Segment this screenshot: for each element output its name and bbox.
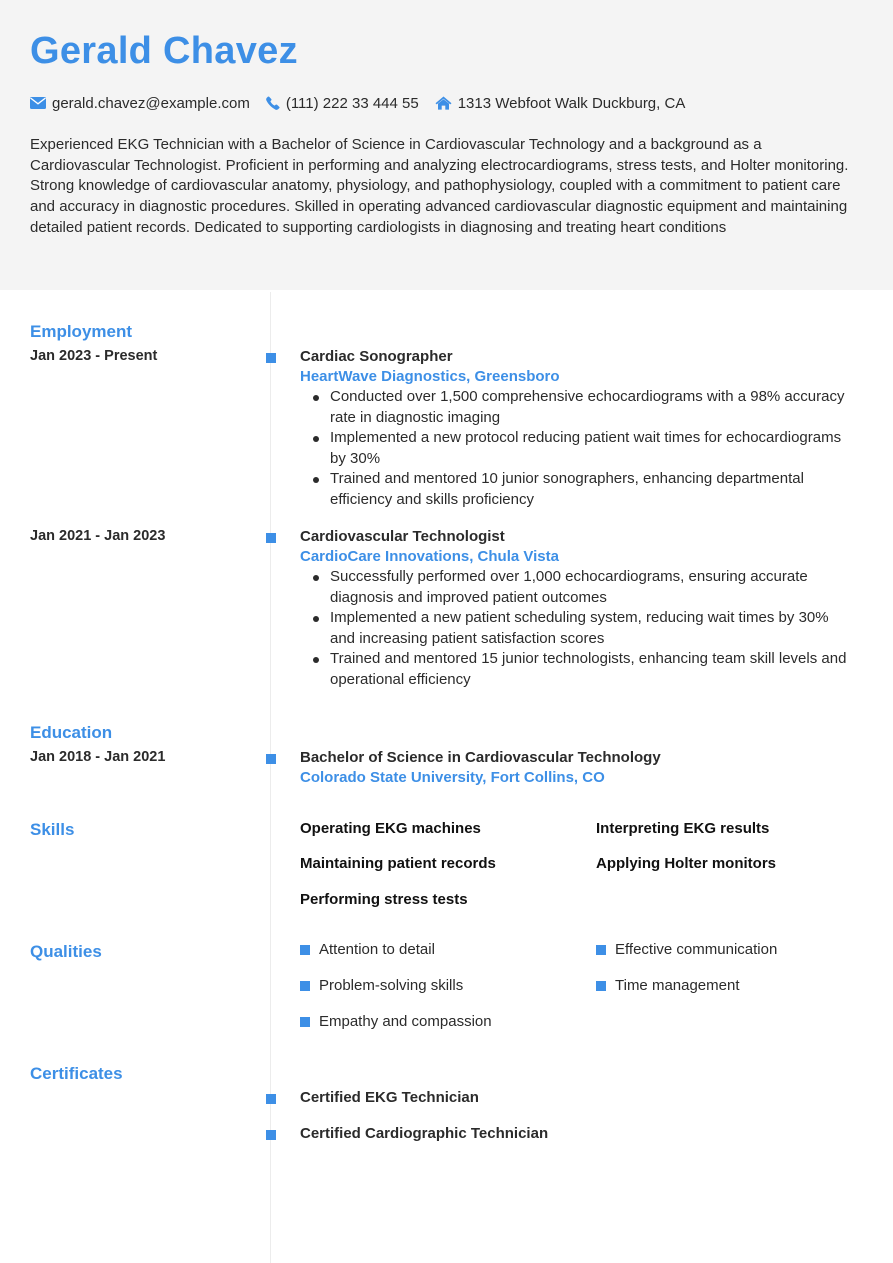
skill-item: Operating EKG machines [300, 820, 481, 837]
achievement-item: Conducted over 1,500 comprehensive echocardiograms with a 98% accuracy rate in diagnostic imaging [300, 387, 850, 428]
job-dates: Jan 2023 - Present [30, 348, 158, 364]
job-title: Cardiovascular Technologist [300, 528, 505, 545]
resume-header [0, 0, 893, 290]
quality-label: Problem-solving skills [319, 977, 464, 994]
achievement-item: Trained and mentored 10 junior sonographers, enhancing departmental efficiency and skills proficiency [300, 469, 850, 510]
bullet-square-icon [300, 1017, 310, 1027]
email-text: gerald.chavez@example.com [52, 94, 250, 112]
bullet-square-icon [300, 945, 310, 955]
address-contact [435, 95, 686, 112]
professional-summary: Experienced EKG Technician with a Bachelor of Science in Cardiovascular Technology and a background as a Cardiovascular Technologist. Proficient in performing and analyzing electrocardiograms, stress tests, and Holter monitoring. Strong knowledge of cardiovascular anatomy, physiology, and pathophysiology, coupled with a commitment to patient care and accuracy in diagnostic procedures. Skilled in operating advanced cardiovascular diagnostic equipment and maintaining detailed patient records. Dedicated to supporting cardiologists in diagnosing and treating heart conditions [30, 136, 849, 236]
certificates-section-title: Certificates [30, 1064, 123, 1083]
quality-item [300, 1013, 492, 1030]
envelope-icon [30, 97, 46, 109]
job-achievements [300, 387, 850, 511]
certificate-item: Certified Cardiographic Technician [300, 1125, 549, 1142]
quality-label: Empathy and compassion [319, 1013, 492, 1030]
timeline-marker [266, 1094, 276, 1104]
job-company: HeartWave Diagnostics, Greensboro [300, 368, 560, 385]
school-name: Colorado State University, Fort Collins, CO [300, 769, 605, 786]
achievement-item: Implemented a new patient scheduling system, reducing wait times by 30% and increasing patient satisfaction scores [300, 608, 850, 649]
job-title: Cardiac Sonographer [300, 348, 453, 365]
skills-section-title: Skills [30, 820, 75, 839]
bullet-square-icon [596, 945, 606, 955]
email-contact[interactable] [30, 95, 250, 112]
quality-item [596, 977, 740, 994]
quality-label: Attention to detail [319, 941, 435, 958]
quality-item [300, 977, 463, 994]
employment-section-title: Employment [30, 322, 133, 341]
skill-item: Performing stress tests [300, 891, 468, 908]
achievement-item: Trained and mentored 15 junior technologists, enhancing team skill levels and operational efficiency [300, 649, 850, 690]
education-dates: Jan 2018 - Jan 2021 [30, 749, 166, 765]
job-dates: Jan 2021 - Jan 2023 [30, 528, 166, 544]
quality-label: Effective communication [615, 941, 778, 958]
bullet-square-icon [596, 981, 606, 991]
phone-contact[interactable] [266, 95, 419, 112]
timeline-divider [270, 292, 271, 1263]
job-company: CardioCare Innovations, Chula Vista [300, 548, 559, 565]
timeline-marker [266, 533, 276, 543]
timeline-marker [266, 1130, 276, 1140]
bullet-square-icon [300, 981, 310, 991]
achievement-item: Successfully performed over 1,000 echocardiograms, ensuring accurate diagnosis and improved patient outcomes [300, 567, 850, 608]
skill-item: Maintaining patient records [300, 855, 496, 872]
quality-label: Time management [615, 977, 740, 994]
skill-item: Applying Holter monitors [596, 855, 776, 872]
address-text: 1313 Webfoot Walk Duckburg, CA [457, 94, 686, 112]
education-section-title: Education [30, 723, 113, 742]
degree-title: Bachelor of Science in Cardiovascular Technology [300, 749, 661, 766]
phone-text: (111) 222 33 444 55 [285, 94, 419, 112]
job-achievements [300, 567, 850, 691]
certificate-item: Certified EKG Technician [300, 1089, 479, 1106]
qualities-section-title: Qualities [30, 942, 102, 961]
phone-icon [266, 96, 280, 110]
timeline-marker [266, 754, 276, 764]
candidate-name: Gerald Chavez [30, 30, 298, 72]
home-icon [435, 96, 452, 110]
timeline-marker [266, 353, 276, 363]
skill-item: Interpreting EKG results [596, 820, 770, 837]
contact-info [30, 93, 701, 113]
quality-item [300, 941, 435, 958]
achievement-item: Implemented a new protocol reducing patient wait times for echocardiograms by 30% [300, 428, 850, 469]
quality-item [596, 941, 777, 958]
